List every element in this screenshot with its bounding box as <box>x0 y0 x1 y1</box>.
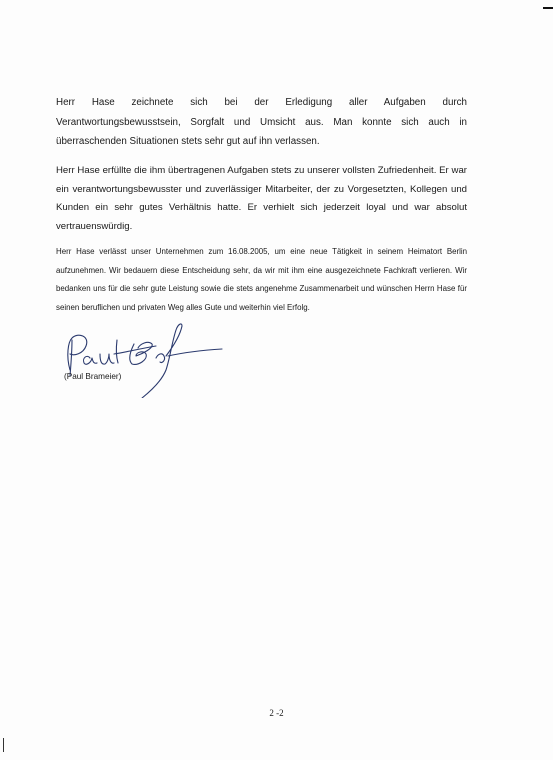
scan-edge-mark <box>543 7 553 9</box>
handwritten-signature <box>56 318 226 398</box>
page-number: 2 -2 <box>269 708 284 718</box>
paragraph-departure: Herr Hase verlässt unser Unternehmen zum 16.08.2005, um eine neue Tätigkeit in seinem Heimatort Berlin aufzunehmen. Wir bedauern diese Entscheidung sehr, da wir mit ihm eine ausgezeichnete Fachkraft verlieren. Wir bedanken uns für die sehr gute Leistung sowie die stets angenehme Zusammenarbeit und wünschen Herrn Hase für seinen beruflichen und privaten Weg alles Gute und weiterhin viel Erfolg. <box>56 247 467 312</box>
paragraph-performance: Herr Hase erfüllte die ihm übertragenen Aufgaben stets zu unserer vollsten Zufriedenheit. Er war ein verantwortungsbewusster und zuverlässiger Mitarbeiter, der zu Vorgesetzten, Kollegen und Kunden ein sehr gutes Verhältnis hatte. Er verhielt sich jederzeit loyal und war absolut vertrauenswürdig. <box>56 165 467 232</box>
scan-edge-tick <box>3 738 4 752</box>
paragraph-reliability: Herr Hase zeichnete sich bei der Erledigung aller Aufgaben durch Verantwortungsbewusstsein, Sorgfalt und Umsicht aus. Man konnte sich auch in überraschenden Situationen stets sehr gut auf ihn verlassen. <box>56 97 467 147</box>
signer-name: (Paul Brameier) <box>64 372 122 381</box>
